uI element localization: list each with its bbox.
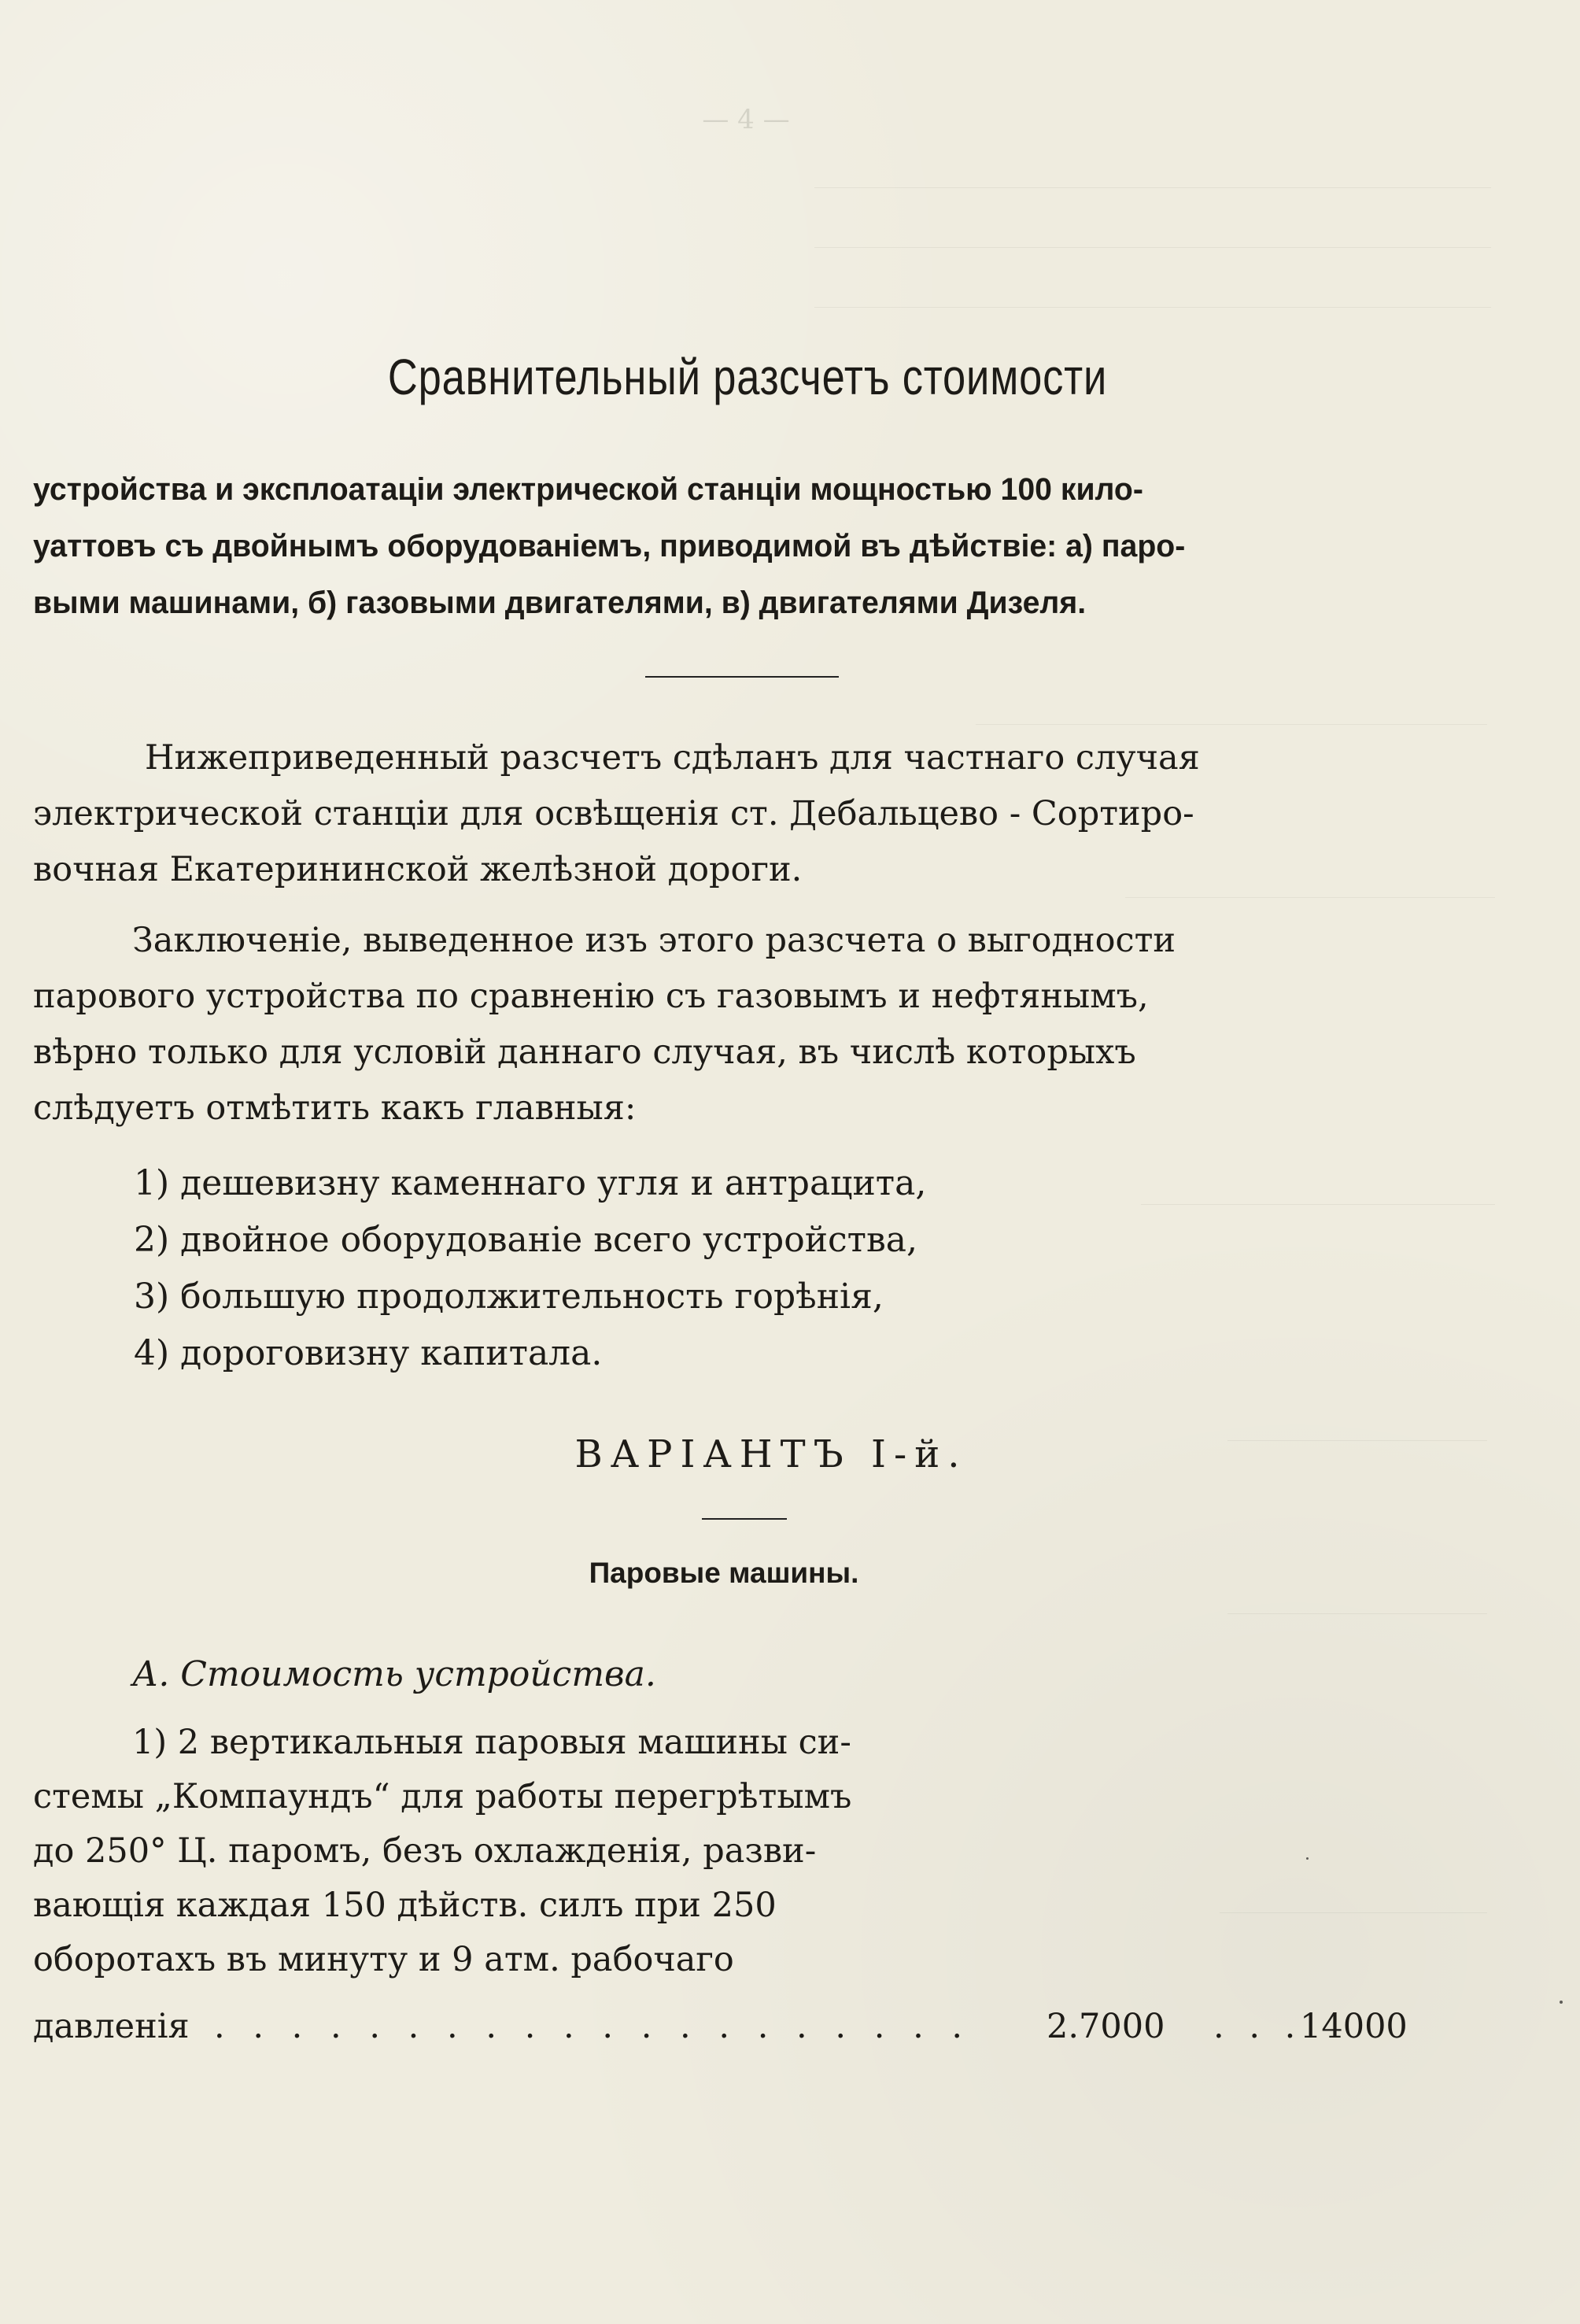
cost-item-description — [33, 1716, 1009, 1987]
bleed-through-line — [1141, 1204, 1495, 1205]
title-description-line: уаттовъ съ двойнымъ оборудованіемъ, приводимой въ дѣйствіе: а) паро- — [33, 529, 1186, 563]
paragraph-line: электрической станціи для освѣщенія ст. Дебальцево - Сортиро- — [33, 794, 1194, 833]
cost-item-line: 1) 2 вертикальныя паровыя машины си- — [132, 1723, 851, 1762]
unit-cost-value: 2.7000 — [1047, 2007, 1165, 2046]
leader-dots: . . . . . . . . . . . . . . . . . . . . — [214, 2007, 972, 2046]
paper-speck — [1306, 1857, 1309, 1860]
list-item: 1) дешевизну каменнаго угля и антрацита, — [134, 1163, 927, 1203]
intro-paragraph — [33, 730, 1448, 898]
bleed-through-line — [1227, 1440, 1487, 1441]
cost-item-line: вающія каждая 150 дѣйств. силъ при 250 — [33, 1886, 777, 1925]
bleed-through-line — [976, 724, 1487, 725]
cost-item-line: стемы „Компаундъ“ для работы перегрѣтымъ — [33, 1777, 852, 1816]
list-item: 2) двойное оборудованіе всего устройства, — [134, 1220, 918, 1260]
cost-item-total-line — [33, 1999, 1418, 2054]
paragraph-line: вочная Екатерининской желѣзной дороги. — [33, 850, 803, 889]
conclusion-paragraph — [33, 913, 1448, 1136]
bleed-through-line — [814, 187, 1491, 188]
page-number: — 4 — — [702, 104, 790, 135]
bleed-through-line — [814, 247, 1491, 248]
cost-item-line: оборотахъ въ минуту и 9 атм. рабочаго — [33, 1940, 734, 1979]
variant-heading: ВАРІАНТЪ І-й. — [574, 1432, 968, 1476]
list-item: 3) большую продолжительность горѣнія, — [134, 1277, 884, 1317]
paragraph-line: парового устройства по сравненію съ газовымъ и нефтянымъ, — [33, 977, 1149, 1016]
title-description — [33, 461, 1421, 631]
bleed-through-line — [814, 307, 1491, 308]
paragraph-line: Нижеприведенный разсчетъ сдѣланъ для частнаго случая — [145, 738, 1200, 778]
cost-item-label: давленія — [33, 2007, 190, 2046]
separator-rule — [645, 676, 839, 678]
value-separator-dots: . . . — [1213, 2007, 1303, 2046]
total-cost-value: 14000 — [1300, 2007, 1408, 2046]
title-description-line: устройства и эксплоатаціи электрической станціи мощностью 100 кило- — [33, 472, 1143, 507]
bleed-through-line — [1227, 1613, 1487, 1614]
conditions-list — [134, 1155, 1157, 1382]
paragraph-line: вѣрно только для условій даннаго случая, въ числѣ которыхъ — [33, 1033, 1136, 1072]
cost-item-line: до 250° Ц. паромъ, безъ охлажденія, разви- — [33, 1831, 817, 1871]
separator-rule — [702, 1518, 787, 1520]
bleed-through-line — [1220, 1912, 1487, 1913]
section-title: Паровые машины. — [589, 1557, 859, 1589]
list-item: 4) дороговизну капитала. — [134, 1333, 603, 1373]
subsection-title: А. Стоимость устройства. — [132, 1654, 656, 1694]
title-description-line: выми машинами, б) газовыми двигателями, в) двигателями Дизеля. — [33, 586, 1087, 620]
document-title: Сравнительный разсчетъ стоимости — [387, 349, 1108, 405]
paragraph-line: слѣдуетъ отмѣтить какъ главныя: — [33, 1088, 637, 1128]
paper-speck — [1560, 2001, 1563, 2004]
paragraph-line: Заключеніе, выведенное изъ этого разсчета о выгодности — [132, 921, 1176, 960]
